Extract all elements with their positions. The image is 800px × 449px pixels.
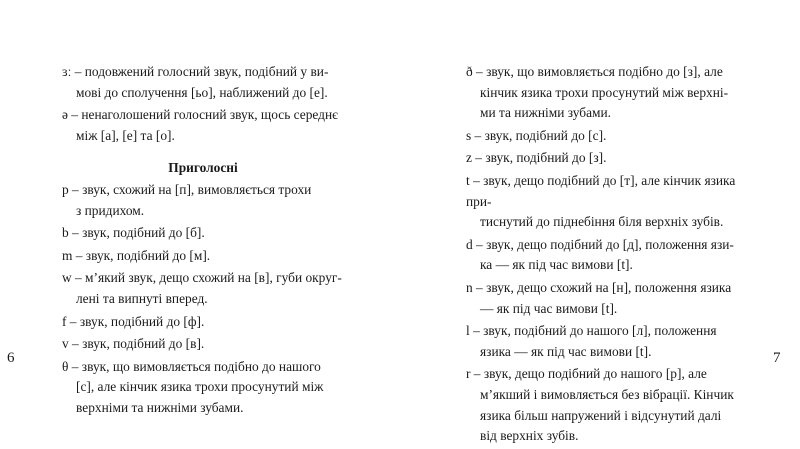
entry-n: n – звук, дещо схожий на [н], положення язика — як під час вимови [t]. <box>466 279 732 316</box>
entry-theta: θ – звук, що вимовляється подібно до нашого [с], але кінчик язика трохи просунутий між верхніми та нижніми зубами. <box>62 358 324 415</box>
left-page <box>0 0 400 415</box>
entry-s: s – звук, подібний до [с]. <box>466 127 607 143</box>
entry-t: t – звук, дещо подібний до [т], але кінчик язика при- тиснутий до піднебіння біля верхніх зубів. <box>466 172 736 230</box>
entry-p: p – звук, схожий на [п], вимовляється трохи з придихом. <box>62 181 312 218</box>
entry-z: z – звук, подібний до [з]. <box>466 150 607 166</box>
page-number-right: 7 <box>773 350 781 366</box>
entry-d: d – звук, дещо подібний до [д], положення язи- ка — як під час вимови [t]. <box>466 236 734 273</box>
entry-m: m – звук, подібний до [м]. <box>62 247 211 263</box>
entry-schwa: ə – ненаголошений голосний звук, щось середнє між [а], [е] та [о]. <box>62 107 338 143</box>
entry-r: r – звук, дещо подібний до нашого [р], але м’якший і вимовляється без вібрації. Кінчик язика більш напружений і відсунутий далі від верхніх зубів. <box>466 366 734 444</box>
section-heading-consonants: Приголосні <box>168 160 238 176</box>
entry-3-long: ɜː – подовжений голосний звук, подібний у ви- мові до сполучення [ьо], наближений до [е]. <box>62 64 329 100</box>
left-text-column <box>62 62 344 421</box>
entry-v: v – звук, подібний до [в]. <box>62 336 205 352</box>
page-number-left: 6 <box>7 350 15 366</box>
right-page <box>400 0 800 444</box>
right-text-column <box>466 62 748 449</box>
entry-eth: ð – звук, що вимовляється подібно до [з], але кінчик язика трохи просунутий між верхні- ми та нижніми зубами. <box>466 64 729 121</box>
entry-f: f – звук, подібний до [ф]. <box>62 313 205 329</box>
entry-l: l – звук, подібний до нашого [л], положення язика — як під час вимови [t]. <box>466 323 717 359</box>
entry-b: b – звук, подібний до [б]. <box>62 225 205 241</box>
entry-w: w – м’який звук, дещо схожий на [в], губи округ- лені та випнуті вперед. <box>62 270 342 306</box>
